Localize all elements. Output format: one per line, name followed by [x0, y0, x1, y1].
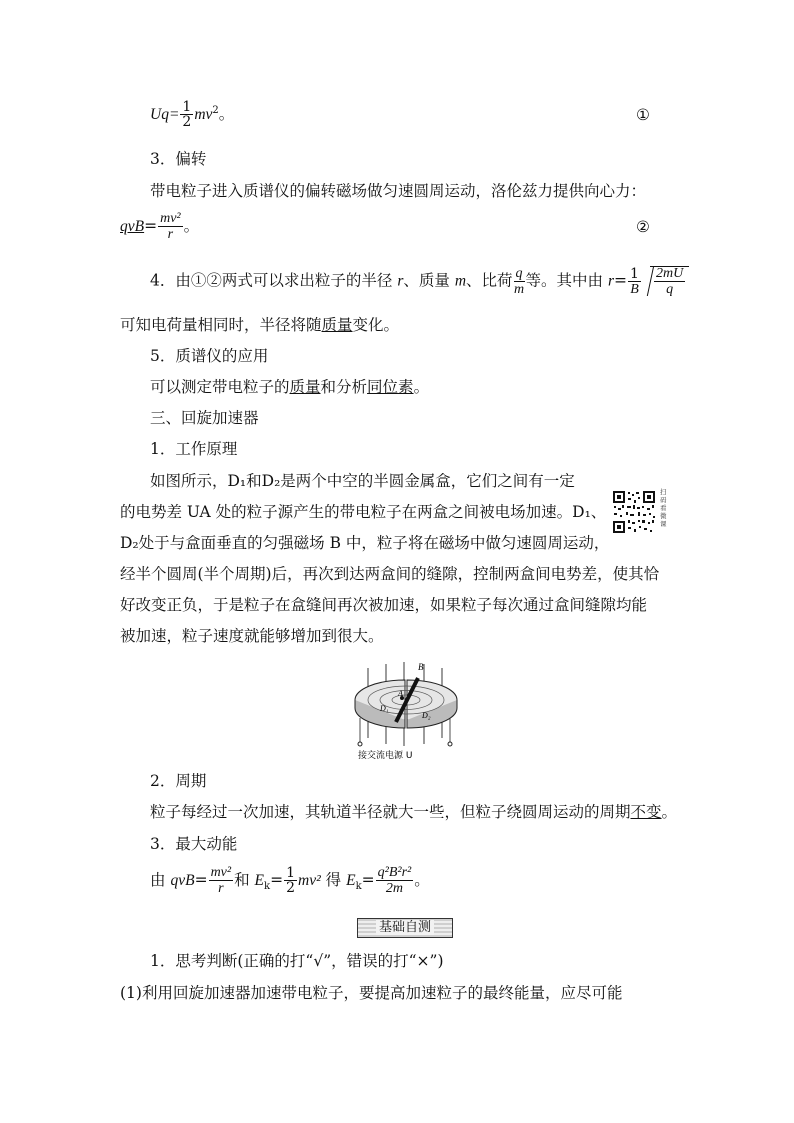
- label-D2: D₂: [422, 711, 431, 720]
- paragraph-period: 粒子每经过一次加速，其轨道半径就大一些，但粒子绕圆周运动的周期不变。: [150, 803, 678, 821]
- fraction: $\frac{1}{2}$: [182, 99, 192, 130]
- section-heading-applications: 5．质谱仪的应用: [150, 347, 269, 365]
- subsection-heading-period: 2．周期: [150, 772, 207, 790]
- principle-line-6: 被加速，粒子速度就能够增加到很大。: [120, 627, 384, 645]
- question-heading: 1．思考判断(正确的打“√”，错误的打“×”): [150, 952, 444, 970]
- question-item-1: (1)利用回旋加速器加速带电粒子，要提高加速粒子的最终能量，应尽可能: [120, 984, 623, 1002]
- equation-marker-1: ①: [636, 106, 650, 124]
- subsection-heading-max-ke: 3．最大动能: [150, 835, 238, 853]
- qr-code-icon[interactable]: [612, 490, 656, 534]
- paragraph-deflection: 带电粒子进入质谱仪的偏转磁场做匀速圆周运动，洛伦兹力提供向心力：: [150, 182, 647, 200]
- paragraph-applications: 可以测定带电粒子的质量和分析同位素。: [150, 378, 430, 396]
- cyclotron-figure: [340, 660, 470, 765]
- label-A: A: [398, 689, 403, 698]
- equation-marker-2: ②: [636, 218, 650, 236]
- qr-caption: 扫码看微课: [660, 488, 667, 528]
- principle-line-5: 好改变正负，于是粒子在盒缝间再次被加速，如果粒子每次通过盒间缝隙均能: [120, 596, 648, 614]
- equation-max-ke: 由 qvB= $\frac{\text{mv²}}{r}$ 和 $E_k=$ $\frac{1}{2}$ mv² 得 $E_k=$ $\frac{\text{q²B²r²}}{2m}$ 。: [150, 865, 430, 896]
- equation-2: qvB= $\frac{\text{mv²}}{r}$ 。: [120, 211, 200, 242]
- subsection-heading-principle: 1．工作原理: [150, 440, 238, 458]
- fraction: $\frac{\text{mv²}}{r}$: [160, 211, 181, 242]
- principle-line-3: D₂处于与盒面垂直的匀强磁场 B 中，粒子将在磁场中做匀速圆周运动，: [120, 534, 610, 552]
- part-heading-cyclotron: 三、回旋加速器: [150, 409, 259, 427]
- section-heading-deflection: 3．偏转: [150, 150, 207, 168]
- principle-line-2: 的电势差 UA 处的粒子源产生的带电粒子在两盒之间被电场加速。D₁、: [120, 503, 607, 521]
- label-D1: D₁: [380, 704, 389, 713]
- principle-line-1: 如图所示，D₁和D₂是两个中空的半圆金属盒，它们之间有一定: [150, 472, 575, 490]
- principle-line-4: 经半个圆周(半个周期)后，再次到达两盒间的缝隙，控制两盒间电势差，使其恰: [120, 565, 660, 583]
- section-badge: 基础自测: [357, 918, 453, 938]
- square-root: $\frac{2mU}{q}$: [650, 266, 689, 297]
- figure-caption: 接交流电源 U: [358, 751, 413, 761]
- paragraph-radius: 4．由①②两式可以求出粒子的半径 r、质量 m、比荷 $\frac{q}{m}$ 等。其中由 r= $\frac{1}{B}$ $\frac{2mU}{q}$: [150, 266, 689, 297]
- label-B: B: [418, 662, 424, 672]
- equation-1: Uq= $\frac{1}{2}$ $mv^2$。: [150, 99, 235, 130]
- paragraph-radius-cont: 可知电荷量相同时，半径将随质量变化。: [120, 316, 400, 334]
